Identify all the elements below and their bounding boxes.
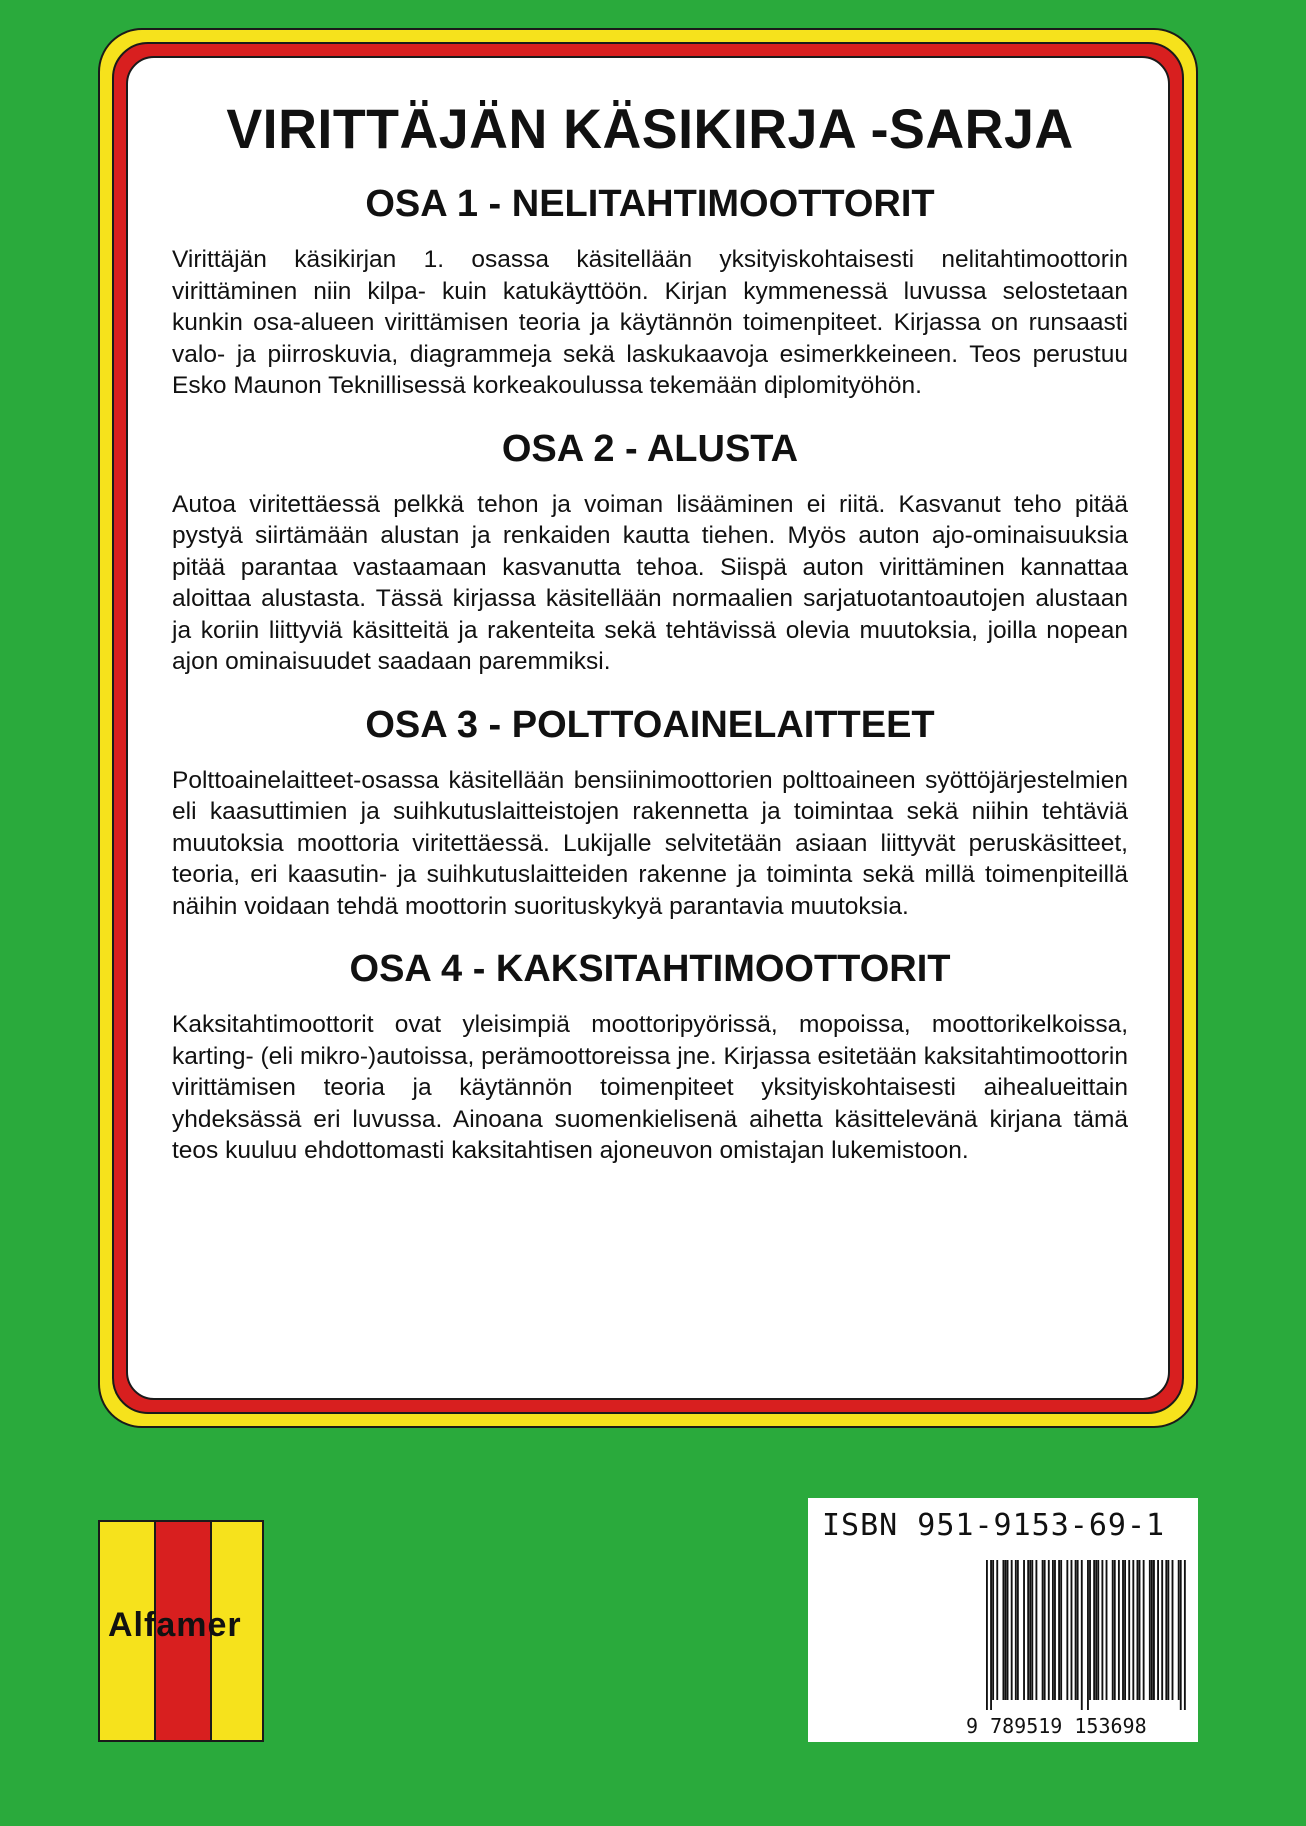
isbn-box — [808, 1498, 1198, 1742]
section-body: Autoa viritettäessä pelkkä tehon ja voiman lisääminen ei riitä. Kasvanut teho pitää pystyä siirtämään alustan ja renkaiden kautta tiehen. Myös auton ajo-ominaisuuksia pitää parantaa vastaamaan kasvanutta tehoa. Siispä auton virittäminen kannattaa aloittaa alustasta. Tässä kirjassa käsitellään normaalien sarjatuotantoautojen alustaan ja koriin liittyviä käsitteitä ja rakenteita sekä tehtävissä olevia muutoksia, joilla nopean ajon ominaisuudet saadaan paremmiksi. — [172, 490, 1128, 675]
section-title: OSA 2 - ALUSTA — [501, 427, 799, 470]
section-4 — [172, 948, 1128, 1167]
section-1 — [172, 183, 1128, 402]
section-body: Polttoainelaitteet-osassa käsitellään bensiinimoottorien polttoaineen syöttöjärjestelmien eli kaasuttimien ja suihkutuslaitteistojen rakennetta ja toimintaa sekä niihin tehtäviä muutoksia moottoria viritettäessä. Lukijalle selvitetään asiaan liittyvät peruskäsitteet, teoria, eri kaasutin- ja suihkutuslaitteiden rakenne ja toiminta sekä millä toimenpiteillä näihin voidaan tehdä moottorin suorituskykyä parantavia muutoksia. — [172, 766, 1128, 920]
series-title: VIRITTÄJÄN KÄSIKIRJA -SARJA — [226, 97, 1074, 160]
barcode-icon — [986, 1560, 1186, 1710]
section-body: Kaksitahtimoottorit ovat yleisimpiä moottoripyörissä, mopoissa, moottorikelkoissa, karting- (eli mikro-)autoissa, perämoottoreissa jne. Kirjassa esitetään kaksitahtimoottorin virittämisen teoria ja käytännön toimenpiteet yksityiskohtaisesti aihealueittain yhdeksässä eri luvussa. Ainoana suomenkielisenä aihetta käsittelevänä kirjana tämä teos kuuluu ehdottomasti kaksitahtisen ajoneuvon omistajan lukemistoon. — [172, 1011, 1128, 1164]
section-title: OSA 3 - POLTTOAINELAITTEET — [365, 703, 935, 746]
publisher-name: Alfamer — [108, 1606, 242, 1644]
barcode-digits: 9 789519 153698 — [966, 1714, 1147, 1738]
isbn-number: ISBN 951-9153-69-1 — [822, 1508, 1166, 1543]
section-title: OSA 4 - KAKSITAHTIMOOTTORIT — [349, 948, 951, 990]
section-body: Virittäjän käsikirjan 1. osassa käsitellään yksityiskohtaisesti nelitahtimoottorin virittäminen niin kilpa- kuin katukäyttöön. Kirjan kymmenessä luvussa selostetaan kunkin osa-alueen virittämisen teoria ja käytännön toimenpiteet. Kirjassa on runsaasti valo- ja piirroskuvia, diagrammeja sekä laskukaavoja esimerkkeineen. Teos perustuu Esko Maunon Teknillisessä korkeakoulussa tekemään diplomityöhön. — [172, 246, 1128, 399]
section-2 — [172, 428, 1128, 678]
content-panel — [126, 56, 1170, 1400]
publisher-logo — [98, 1520, 264, 1742]
section-title: OSA 1 - NELITAHTIMOOTTORIT — [365, 183, 935, 225]
section-3 — [172, 704, 1128, 923]
